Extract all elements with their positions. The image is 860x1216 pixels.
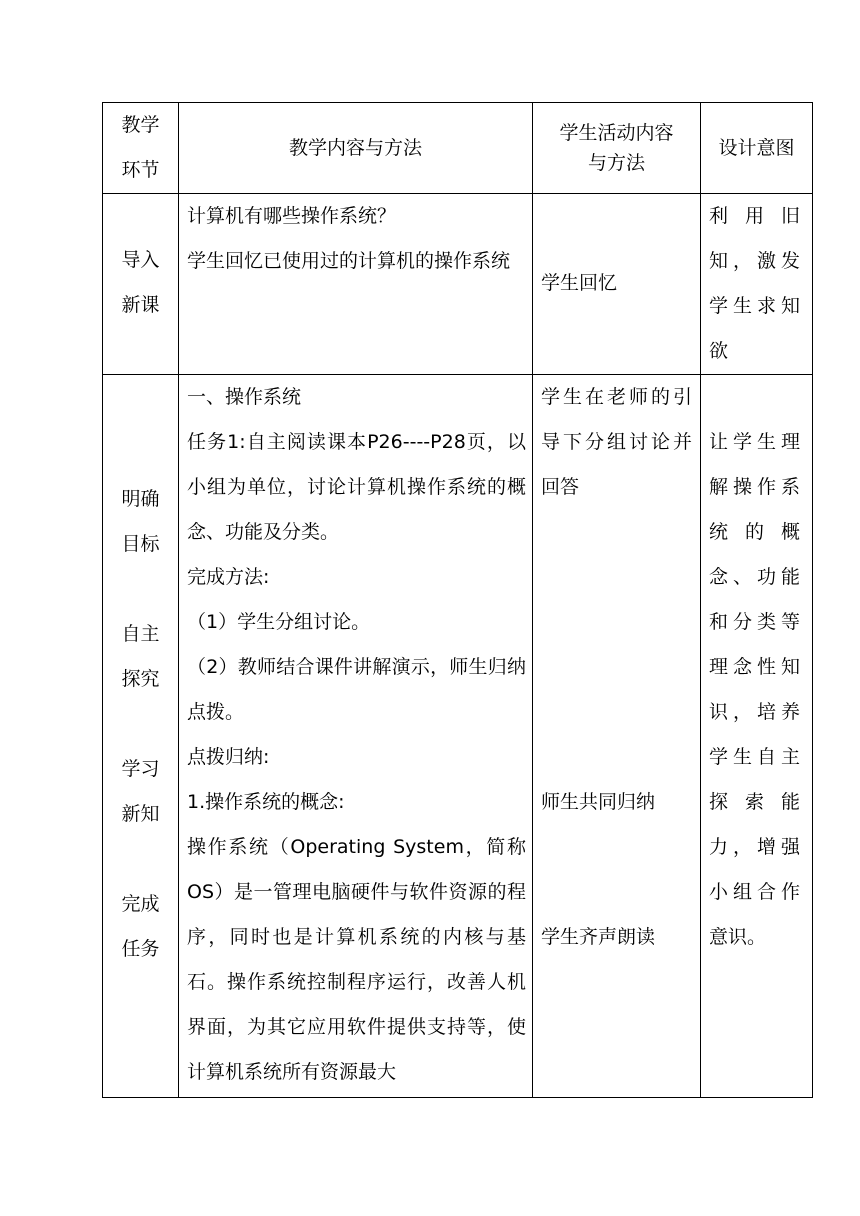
main-design-line: 探 索 能 (709, 791, 804, 813)
header-student-line: 与方法 (587, 152, 645, 174)
main-design-line: 理念性知 (709, 656, 804, 678)
header-student (533, 103, 701, 194)
main-stage-line: 完成 (121, 893, 160, 915)
intro-design-line: 学生求知 (709, 295, 804, 317)
main-content-cell (179, 375, 533, 1098)
intro-design-line: 利 用 旧 (709, 205, 804, 227)
section-heading: 一、操作系统 (187, 386, 302, 408)
concept-paragraph: 操作系统（Operating System，简称OS）是一管理电脑硬件与软件资源的程序，同时也是计算机系统的内核与基石。操作系统控制程序运行，改善人机界面，为其它应用软件提供支持等，使计算机系统所有资源最大 (187, 836, 526, 1083)
student-activity-read: 学生齐声朗读 (541, 926, 656, 948)
method-label: 完成方法: (187, 566, 270, 588)
main-stage-line: 明确 (121, 488, 160, 510)
student-activity-summary: 师生共同归纳 (541, 791, 656, 813)
intro-student-cell (533, 194, 701, 375)
main-stage-line: 任务 (121, 938, 160, 960)
intro-design-line: 欲 (709, 340, 729, 362)
main-design-line: 小组合作 (709, 881, 804, 903)
summary-label: 点拨归纳: (187, 746, 270, 768)
method-step: （1）学生分组讨论。 (187, 611, 371, 633)
header-stage (103, 103, 179, 194)
intro-design-line: 知，激发 (709, 250, 804, 272)
main-design-cell (701, 375, 813, 1098)
intro-stage-line: 导入 (121, 249, 160, 271)
main-stage-line: 学习 (121, 758, 160, 780)
main-row (103, 375, 813, 1098)
main-design-line: 和分类等 (709, 611, 804, 633)
main-stage-line: 目标 (121, 533, 160, 555)
main-design-line: 念、功能 (709, 566, 804, 588)
main-stage-line: 自主 (121, 623, 160, 645)
lesson-plan-table (102, 102, 813, 1098)
concept-heading: 1.操作系统的概念: (187, 791, 345, 813)
intro-content-cell (179, 194, 533, 375)
main-design-line: 力，增强 (709, 836, 804, 858)
header-content: 教学内容与方法 (179, 103, 533, 194)
main-design-line: 统 的 概 (709, 521, 804, 543)
main-design-line: 学生自主 (709, 746, 804, 768)
intro-stage-line: 新课 (121, 294, 160, 316)
intro-row (103, 194, 813, 375)
task-paragraph: 任务1:自主阅读课本P26----P28页，以小组为单位，讨论计算机操作系统的概念、功能及分类。 (187, 431, 526, 543)
main-design-line: 识，培养 (709, 701, 804, 723)
main-design-line: 解操作系 (709, 476, 804, 498)
intro-content-line: 计算机有哪些操作系统？ (187, 205, 397, 227)
main-design-line: 意识。 (709, 926, 767, 948)
header-stage-line: 环节 (121, 159, 160, 181)
header-student-line: 学生活动内容 (559, 122, 674, 144)
intro-stage-cell (103, 194, 179, 375)
main-stage-cell (103, 375, 179, 1098)
main-student-cell (533, 375, 701, 1098)
header-stage-line: 教学 (121, 114, 160, 136)
intro-student-text: 学生回忆 (541, 272, 618, 294)
main-stage-line: 探究 (121, 668, 160, 690)
header-design: 设计意图 (701, 103, 813, 194)
student-activity-discuss: 学生在老师的引导下分组讨论并回答 (541, 386, 692, 498)
header-row (103, 103, 813, 194)
main-stage-line: 新知 (121, 803, 160, 825)
method-step: （2）教师结合课件讲解演示，师生归纳点拨。 (187, 656, 526, 723)
intro-content-line: 学生回忆已使用过的计算机的操作系统 (187, 250, 511, 272)
main-design-line: 让学生理 (709, 431, 804, 453)
intro-design-cell (701, 194, 813, 375)
